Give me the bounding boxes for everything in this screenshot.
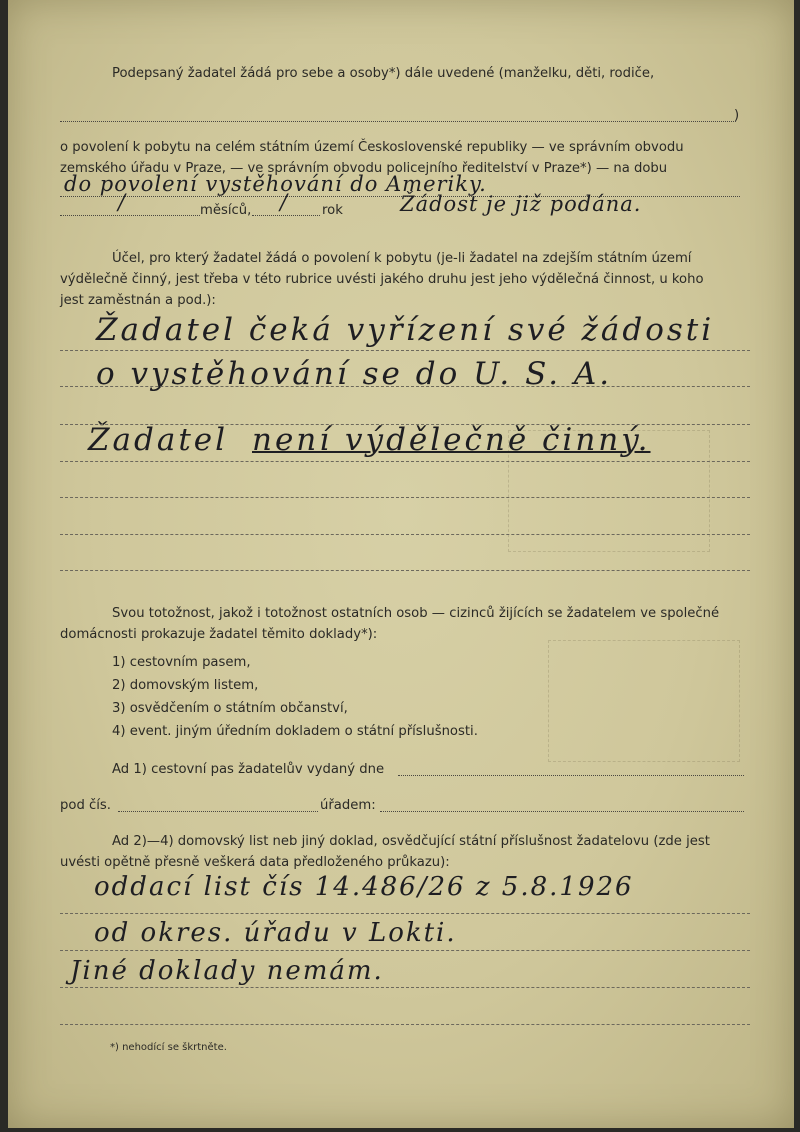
identity-line-1: Svou totožnost, jakož i totožnost ostatních osob — cizinců žijících se žadatelem ve společné bbox=[112, 606, 720, 621]
ad24-line-1: Ad 2)—4) domovský list neb jiný doklad, osvědčující státní příslušnost žadatelovu (zde jest bbox=[112, 834, 710, 849]
issuing-office-blank bbox=[380, 811, 744, 812]
years-blank bbox=[252, 215, 320, 216]
purpose-line-3: jest zaměstnán a pod.): bbox=[60, 293, 216, 308]
uradem-label: úřadem: bbox=[320, 798, 376, 813]
handwritten-document-line-2: od okres. úřadu v Lokti. bbox=[94, 918, 457, 948]
document-item-4: 4) event. jiným úředním dokladem o státní příslušnosti. bbox=[112, 724, 478, 739]
handwritten-purpose-line-1: Žadatel čeká vyřízení své žádosti bbox=[96, 312, 715, 348]
purpose-rule-3 bbox=[60, 424, 750, 425]
intro-line-2: o povolení k pobytu na celém státním území Československé republiky — ve správním obvodu bbox=[60, 140, 684, 155]
months-blank bbox=[60, 215, 200, 216]
handwritten-duration: do povolení vystěhování do Ameriky. bbox=[64, 172, 487, 196]
handwritten-purpose-line-2: o vystěhování se do U. S. A. bbox=[96, 356, 613, 392]
passport-number-blank bbox=[118, 811, 318, 812]
footnote: *) nehodící se škrtněte. bbox=[110, 1042, 227, 1053]
handwritten-purpose-line-3a: Žadatel bbox=[88, 422, 229, 458]
document-rule-4 bbox=[60, 1024, 750, 1025]
handwritten-months: / bbox=[118, 190, 127, 214]
purpose-line-1: Účel, pro který žadatel žádá o povolení k pobytu (je-li žadatel na zdejším státním území bbox=[112, 251, 692, 266]
purpose-line-2: výdělečně činný, jest třeba v této rubrice uvésti jakého druhu jest jeho výdělečná činnost, u koho bbox=[60, 272, 704, 287]
purpose-rule-2 bbox=[60, 386, 750, 387]
months-label: měsíců, bbox=[200, 203, 252, 218]
handwritten-purpose-line-3b: není výdělečně činný. bbox=[252, 422, 651, 458]
purpose-rule-1 bbox=[60, 350, 750, 351]
document-item-2: 2) domovským listem, bbox=[112, 678, 259, 693]
document-rule-3 bbox=[60, 987, 750, 988]
form-page bbox=[8, 0, 794, 1128]
purpose-rule-6 bbox=[60, 534, 750, 535]
document-item-3: 3) osvědčením o státním občanství, bbox=[112, 701, 348, 716]
passport-line: Ad 1) cestovní pas žadatelův vydaný dne bbox=[112, 762, 385, 777]
document-rule-1 bbox=[60, 913, 750, 914]
identity-line-2: domácnosti prokazuje žadatel těmito doklady*): bbox=[60, 627, 378, 642]
passport-date-blank bbox=[398, 775, 744, 776]
handwritten-document-line-3: Jiné doklady nemám. bbox=[70, 956, 384, 986]
intro-line-1: Podepsaný žadatel žádá pro sebe a osoby*) dále uvedené (manželku, děti, rodiče, bbox=[112, 66, 655, 81]
purpose-rule-5 bbox=[60, 497, 750, 498]
purpose-rule-4 bbox=[60, 461, 750, 462]
document-item-1: 1) cestovním pasem, bbox=[112, 655, 251, 670]
ad24-line-2: uvésti opětně přesně veškerá data předloženého průkazu): bbox=[60, 855, 450, 870]
handwritten-document-line-1: oddací list čís 14.486/26 z 5.8.1926 bbox=[94, 872, 634, 902]
document-rule-2 bbox=[60, 950, 750, 951]
persons-blank-line bbox=[60, 121, 736, 122]
pod-cis-label: pod čís. bbox=[60, 798, 111, 813]
handwritten-application-note: Žádost je již podána. bbox=[400, 192, 642, 216]
intro-line-3: zemského úřadu v Praze, — ve správním obvodu policejního ředitelství v Praze*) — na dobu bbox=[60, 161, 668, 176]
bleed-through-stamp bbox=[548, 640, 740, 762]
handwritten-years: / bbox=[280, 190, 289, 214]
purpose-rule-7 bbox=[60, 570, 750, 571]
year-label: rok bbox=[322, 203, 343, 218]
close-paren: ) bbox=[734, 108, 740, 123]
